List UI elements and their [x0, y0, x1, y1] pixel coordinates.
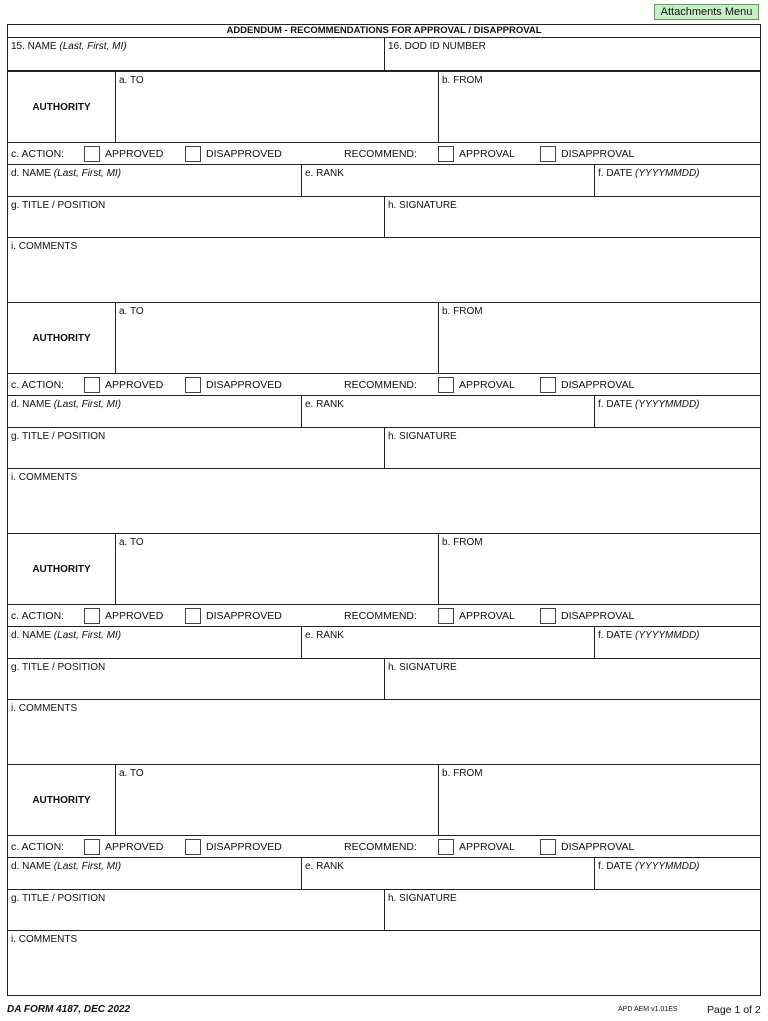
- title-position-label: g. TITLE / POSITION: [11, 200, 106, 211]
- approval-checkbox[interactable]: [438, 608, 454, 624]
- rank-field[interactable]: [302, 627, 595, 658]
- disapproved-checkbox[interactable]: [185, 608, 201, 624]
- name-rank-date-row: [8, 858, 760, 890]
- approval-label: APPROVAL: [459, 841, 515, 853]
- date-hint: (YYYYMMDD): [635, 861, 700, 872]
- name-rank-date-row: [8, 396, 760, 428]
- rank-label: e. RANK: [305, 168, 344, 179]
- recommend-label: RECOMMEND:: [344, 610, 417, 622]
- rank-label: e. RANK: [305, 861, 344, 872]
- rank-label: e. RANK: [305, 399, 344, 410]
- title-position-label: g. TITLE / POSITION: [11, 431, 106, 442]
- signature-label: h. SIGNATURE: [388, 200, 457, 211]
- from-label: b. FROM: [442, 306, 483, 317]
- recommendation-block: [8, 302, 760, 533]
- title-position-field[interactable]: [8, 428, 385, 468]
- name-rank-date-row: [8, 165, 760, 197]
- to-field[interactable]: [116, 534, 439, 604]
- approver-name-label: d. NAME: [11, 399, 54, 410]
- page-number: Page 1 of 2: [707, 1004, 761, 1016]
- disapproved-label: DISAPPROVED: [206, 148, 282, 160]
- approver-name-hint: (Last, First, MI): [53, 168, 122, 179]
- to-label: a. TO: [119, 768, 144, 779]
- title-position-field[interactable]: [8, 890, 385, 930]
- rank-label: e. RANK: [305, 630, 344, 641]
- recommend-label: RECOMMEND:: [344, 841, 417, 853]
- disapproved-checkbox[interactable]: [185, 839, 201, 855]
- authority-label: AUTHORITY: [8, 303, 116, 373]
- disapproved-label: DISAPPROVED: [206, 379, 282, 391]
- approved-checkbox[interactable]: [84, 608, 100, 624]
- to-label: a. TO: [119, 75, 144, 86]
- action-row: [8, 836, 760, 858]
- disapproved-label: DISAPPROVED: [206, 841, 282, 853]
- authority-label: AUTHORITY: [8, 72, 116, 142]
- title-position-field[interactable]: [8, 659, 385, 699]
- approved-checkbox[interactable]: [84, 146, 100, 162]
- name-hint: (Last, First, MI): [59, 41, 127, 52]
- signature-field[interactable]: [385, 659, 760, 699]
- comments-label: i. COMMENTS: [11, 241, 78, 252]
- to-label: a. TO: [119, 537, 144, 548]
- dod-id-label: 16. DOD ID NUMBER: [388, 41, 486, 52]
- authority-row: [8, 303, 760, 374]
- rank-field[interactable]: [302, 396, 595, 427]
- action-row: [8, 143, 760, 165]
- disapproval-checkbox[interactable]: [540, 839, 556, 855]
- date-field[interactable]: [595, 858, 760, 889]
- comments-field[interactable]: [8, 931, 760, 995]
- approver-name-label: d. NAME: [11, 630, 54, 641]
- approval-label: APPROVAL: [459, 379, 515, 391]
- disapproval-label: DISAPPROVAL: [561, 610, 635, 622]
- name-label: 15. NAME: [11, 41, 60, 52]
- recommendation-block: [8, 71, 760, 302]
- disapproval-checkbox[interactable]: [540, 146, 556, 162]
- signature-label: h. SIGNATURE: [388, 662, 457, 673]
- action-label: c. ACTION:: [11, 610, 65, 622]
- date-label: f. DATE: [598, 630, 636, 641]
- disapproval-checkbox[interactable]: [540, 608, 556, 624]
- rank-field[interactable]: [302, 165, 595, 196]
- title-position-label: g. TITLE / POSITION: [11, 662, 106, 673]
- to-field[interactable]: [116, 72, 439, 142]
- recommend-label: RECOMMEND:: [344, 148, 417, 160]
- version-label: APD AEM v1.01ES: [618, 1006, 678, 1013]
- action-row: [8, 374, 760, 396]
- from-label: b. FROM: [442, 537, 483, 548]
- authority-row: [8, 534, 760, 605]
- rank-field[interactable]: [302, 858, 595, 889]
- signature-field[interactable]: [385, 428, 760, 468]
- disapproved-checkbox[interactable]: [185, 146, 201, 162]
- comments-row: [8, 238, 760, 302]
- signature-field[interactable]: [385, 197, 760, 237]
- from-field[interactable]: [439, 72, 760, 142]
- comments-row: [8, 700, 760, 764]
- comments-label: i. COMMENTS: [11, 934, 78, 945]
- approver-name-label: d. NAME: [11, 168, 54, 179]
- from-field[interactable]: [439, 303, 760, 373]
- approval-checkbox[interactable]: [438, 146, 454, 162]
- disapproval-label: DISAPPROVAL: [561, 379, 635, 391]
- to-field[interactable]: [116, 765, 439, 835]
- disapproval-label: DISAPPROVAL: [561, 841, 635, 853]
- comments-field[interactable]: [8, 469, 760, 533]
- date-hint: (YYYYMMDD): [635, 399, 700, 410]
- to-field[interactable]: [116, 303, 439, 373]
- from-field[interactable]: [439, 765, 760, 835]
- date-field[interactable]: [595, 396, 760, 427]
- title-signature-row: [8, 890, 760, 931]
- approver-name-hint: (Last, First, MI): [53, 630, 122, 641]
- approver-name-field[interactable]: [8, 165, 302, 196]
- action-label: c. ACTION:: [11, 148, 65, 160]
- comments-row: [8, 931, 760, 995]
- disapproval-label: DISAPPROVAL: [561, 148, 635, 160]
- date-label: f. DATE: [598, 168, 636, 179]
- recommendation-block: [8, 533, 760, 764]
- approved-checkbox[interactable]: [84, 839, 100, 855]
- date-label: f. DATE: [598, 399, 636, 410]
- from-field[interactable]: [439, 534, 760, 604]
- approved-checkbox[interactable]: [84, 377, 100, 393]
- approved-label: APPROVED: [105, 841, 164, 853]
- title-signature-row: [8, 659, 760, 700]
- comments-field[interactable]: [8, 238, 760, 302]
- approver-name-hint: (Last, First, MI): [53, 861, 122, 872]
- approver-name-field[interactable]: [8, 858, 302, 889]
- disapproval-checkbox[interactable]: [540, 377, 556, 393]
- action-label: c. ACTION:: [11, 379, 65, 391]
- approval-label: APPROVAL: [459, 148, 515, 160]
- date-hint: (YYYYMMDD): [635, 630, 700, 641]
- from-label: b. FROM: [442, 75, 483, 86]
- to-label: a. TO: [119, 306, 144, 317]
- comments-label: i. COMMENTS: [11, 472, 78, 483]
- approver-name-field[interactable]: [8, 396, 302, 427]
- recommendation-blocks: [8, 71, 760, 995]
- approver-name-label: d. NAME: [11, 861, 54, 872]
- date-field[interactable]: [595, 165, 760, 196]
- signature-field[interactable]: [385, 890, 760, 930]
- action-label: c. ACTION:: [11, 841, 65, 853]
- date-hint: (YYYYMMDD): [635, 168, 700, 179]
- authority-label: AUTHORITY: [8, 765, 116, 835]
- name-rank-date-row: [8, 627, 760, 659]
- name-field[interactable]: [8, 38, 385, 70]
- signature-label: h. SIGNATURE: [388, 893, 457, 904]
- approved-label: APPROVED: [105, 148, 164, 160]
- attachments-menu-button[interactable]: Attachments Menu: [654, 4, 759, 20]
- recommend-label: RECOMMEND:: [344, 379, 417, 391]
- approval-checkbox[interactable]: [438, 377, 454, 393]
- approver-name-field[interactable]: [8, 627, 302, 658]
- authority-row: [8, 72, 760, 143]
- signature-label: h. SIGNATURE: [388, 431, 457, 442]
- authority-label: AUTHORITY: [8, 534, 116, 604]
- date-label: f. DATE: [598, 861, 636, 872]
- action-row: [8, 605, 760, 627]
- comments-row: [8, 469, 760, 533]
- title-position-field[interactable]: [8, 197, 385, 237]
- approver-name-hint: (Last, First, MI): [53, 399, 122, 410]
- from-label: b. FROM: [442, 768, 483, 779]
- addendum-form: [7, 24, 761, 996]
- approved-label: APPROVED: [105, 379, 164, 391]
- approval-checkbox[interactable]: [438, 839, 454, 855]
- disapproved-checkbox[interactable]: [185, 377, 201, 393]
- comments-label: i. COMMENTS: [11, 703, 78, 714]
- title-signature-row: [8, 428, 760, 469]
- authority-row: [8, 765, 760, 836]
- form-id: DA FORM 4187, DEC 2022: [7, 1004, 131, 1015]
- recommendation-block: [8, 764, 760, 995]
- disapproved-label: DISAPPROVED: [206, 610, 282, 622]
- title-position-label: g. TITLE / POSITION: [11, 893, 106, 904]
- approval-label: APPROVAL: [459, 610, 515, 622]
- name-row: [8, 38, 760, 71]
- title-signature-row: [8, 197, 760, 238]
- form-header: ADDENDUM - RECOMMENDATIONS FOR APPROVAL / DISAPPROVAL: [8, 25, 760, 38]
- approved-label: APPROVED: [105, 610, 164, 622]
- date-field[interactable]: [595, 627, 760, 658]
- dod-id-field[interactable]: [385, 38, 760, 70]
- comments-field[interactable]: [8, 700, 760, 764]
